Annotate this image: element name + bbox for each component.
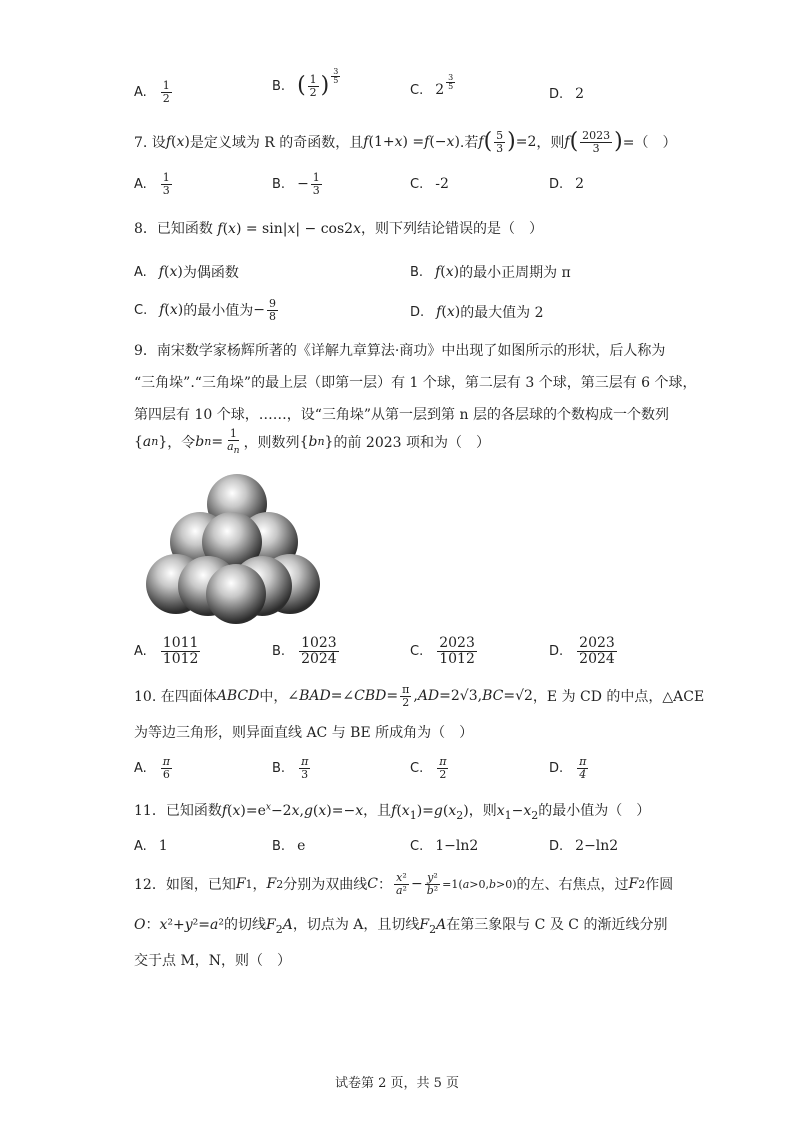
q6-option-b: B. ( $\frac{1}{2}$ ) $\frac{3}{5}$ [272,67,339,99]
ball [206,564,266,624]
q9-option-a: A. $\frac{1011}{1012}$ [134,635,199,667]
q7-option-c: C. -2 [410,176,449,192]
q6-option-d: D. 2 [549,86,585,102]
q9-line-3: 第四层有 10 个球，……，设“三角垛”从第一层到第 n 层的各层球的个数构成一个数列 [134,407,669,423]
triangular-pile-figure [140,472,320,628]
q8-stem: 8．已知函数 f(x) = sin|x| − cos2x，则下列结论错误的是（ ） [134,221,543,237]
q9-line-2: “三角垛”.“三角垛”的最上层（即第一层）有 1 个球，第二层有 3 个球，第三层有 6 个球， [134,375,697,391]
q8-option-c: C. f ( x ) 的最小值为 − $\frac{9}{8}$ [134,297,276,323]
q7-option-d: D. 2 [549,176,585,192]
q10-option-d: D. $\frac{\pi}{4}$ [549,755,587,781]
q12-line-1: 12．如图，已知 F 1 ， F 2 分别为双曲线 C ： $\frac{\text{x²}}{\text{a²}}$ − $\frac{\text{y²}}{\text{b²}}$ =1(a>0,b>0) 的左、右焦点，过 F 2 作圆 [134,871,674,897]
q11-stem: 11．已知函数$f(x)=e^x-2x,g(x)=-x$，且$f(x_1)=g(x_2)$，则$x_1-x_2$的最小值为（ ） [134,802,651,822]
q9-line-4: { a n } ，令 b n = $\frac{1}{a_n}$ ，则数列 { b n } 的前 2023 项和为（ ） [134,427,490,456]
q10-line-2: 为等边三角形，则异面直线 AC 与 BE 所成角为（ ） [134,725,474,741]
q10-line-1: 10. 在四面体 ABCD 中， ∠ BAD =∠ CBD = $\frac{\pi}{2}$ , AD =2√3, BC =√2 ，E 为 CD 的中点，△ACE [134,683,705,709]
q12-line-2: O：x²+y²=a²的切线$F_2A$，切点为 A，且切线$F_2A$在第三象限与 C 及 C 的渐近线分别 [134,917,668,936]
q9-line-1: 9．南宋数学家杨辉所著的《详解九章算法·商功》中出现了如图所示的形状，后人称为 [134,343,666,359]
q10-option-a: A. $\frac{\pi}{6}$ [134,755,171,781]
q10-option-b: B. $\frac{\pi}{3}$ [272,755,309,781]
q12-line-3: 交于点 M，N，则（ ） [134,953,292,969]
q11-option-d: D. 2−ln2 [549,838,619,854]
q7-stem: 7. 设 f ( x ) 是定义域为 R 的奇函数，且 f (1+ x ) = f (− x ) .若 f ( $\frac{5}{3}$ ) =2 ，则 f ( $\frac{2023}{3}$ ) =（ ） [134,129,677,155]
q7-option-a: A. $\frac{1}{3}$ [134,171,170,197]
q11-option-a: A. 1 [134,838,168,854]
q6-option-c: C. 2 $\frac{3}{5}$ [410,73,454,98]
q8-option-d: D. f ( x ) 的最大值为 2 [410,304,544,321]
q7-option-b: B. − $\frac{1}{3}$ [272,171,320,197]
q8-option-a: A. f ( x ) 为偶函数 [134,264,239,281]
q11-option-c: C. 1−ln2 [410,838,479,854]
q9-option-c: C. $\frac{2023}{1012}$ [410,635,475,667]
q9-option-d: D. $\frac{2023}{2024}$ [549,635,615,667]
q11-option-b: B. e [272,838,306,854]
q6-option-a: A. $\frac{1}{2}$ [134,79,170,105]
q8-option-b: B. f ( x ) 的最小正周期为 π [410,264,571,281]
q9-option-b: B. $\frac{1023}{2024}$ [272,635,337,667]
q10-option-c: C. $\frac{\pi}{2}$ [410,755,447,781]
page-footer: 试卷第 2 页，共 5 页 [334,1076,460,1091]
